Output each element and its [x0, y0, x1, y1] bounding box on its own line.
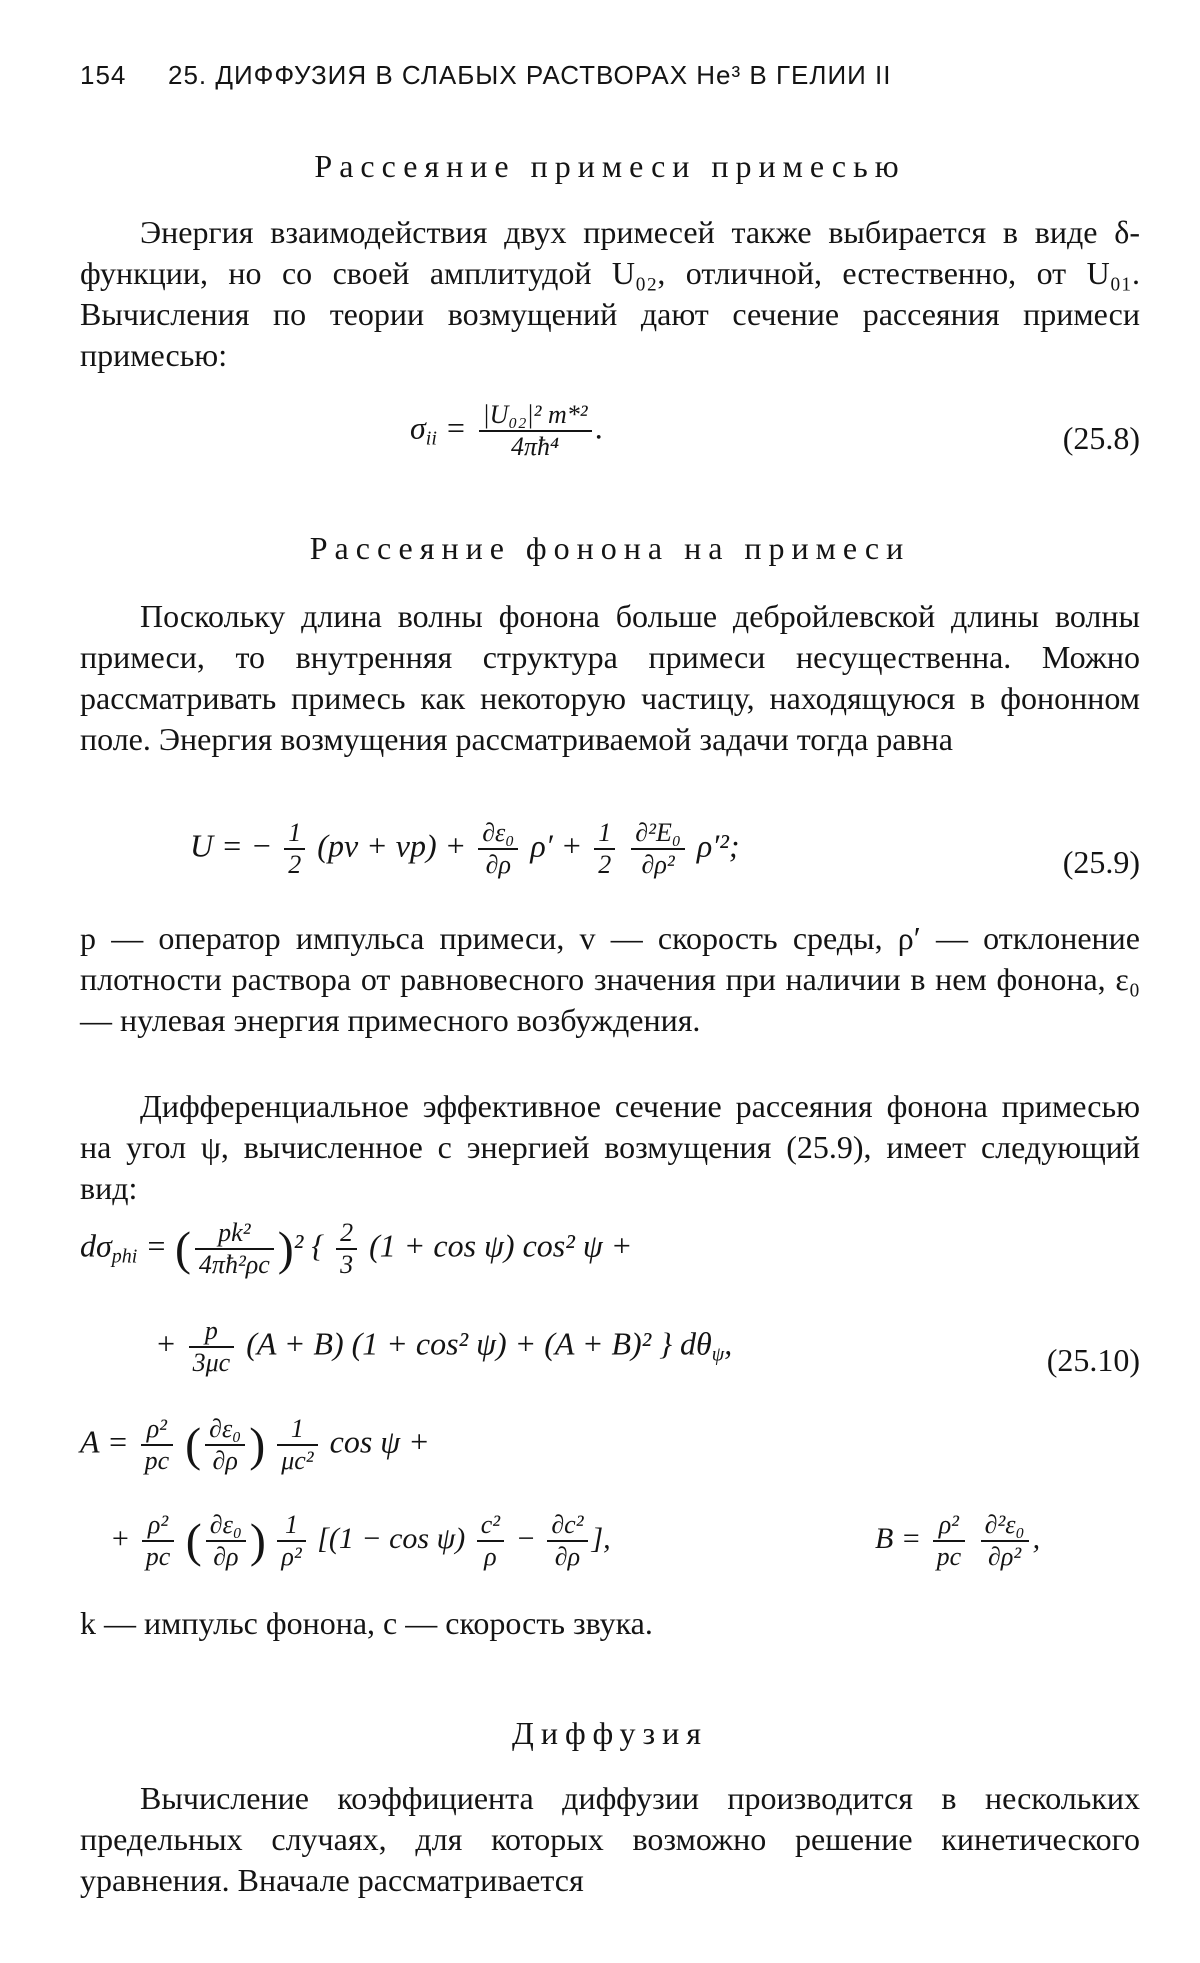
frac-den: ∂ρ² [641, 850, 675, 879]
frac-den: 3μc [192, 1348, 231, 1377]
frac-num: ∂²E₀ [631, 818, 685, 850]
eq-25-8-tail: . [595, 409, 604, 446]
eq-A-frac-5 [206, 1510, 246, 1572]
frac-den: ∂ρ [554, 1542, 581, 1571]
paragraph-definitions: p — оператор импульса примеси, v — скорость среды, ρ′ — отклонение плотности раствора от равновесного значения при наличии в нем фонона, ε₀ — нулевая энергия примесного возбуждения. [80, 920, 1140, 1038]
frac-den: ∂ρ [213, 1542, 239, 1571]
equation-25-10-line2 [80, 1316, 1140, 1406]
eq-A-frac-4 [142, 1510, 175, 1572]
running-header [80, 60, 1140, 100]
paragraph-impurity-energy: Энергия взаимодействия двух примесей также выбирается в виде δ-функции, но со своей амплитудой U₀₂, отличной, естественно, от U₀₁. Вычисления по теории возмущений дают сечение рассеяния примеси примесью: [80, 214, 1140, 373]
equation-25-9-body [190, 818, 739, 880]
frac-num: pk² [195, 1218, 274, 1250]
eq-B-lhs: B = [875, 1521, 922, 1555]
frac-num: 1 [284, 818, 305, 850]
paragraph-k-c-definitions: k — импульс фонона, c — скорость звука. [80, 1605, 653, 1641]
eq-25-9-lhs: U = − [190, 827, 273, 864]
frac-num: 2 [336, 1218, 357, 1250]
eq-25-9-frac-deps [478, 818, 518, 880]
section-title-impurity-impurity: Рассеяние примеси примесью [314, 148, 906, 184]
equation-25-10-line2-body [155, 1316, 732, 1378]
frac-den: pc [145, 1542, 171, 1571]
equation-25-10-line1 [80, 1218, 1140, 1308]
equation-25-9 [80, 818, 1140, 908]
eq-A-lhs: A = [80, 1423, 129, 1460]
paragraph-diffusion: Вычисление коэффициента диффузии производится в нескольких предельных случаях, для которых возможно решение кинетического уравнения. Вначале рассматривается [80, 1780, 1140, 1898]
equation-25-8 [80, 400, 1140, 490]
close-paren: ) [249, 1514, 266, 1568]
eq-25-10-frac-b [336, 1218, 357, 1280]
open-paren: ( [185, 1514, 202, 1568]
frac-den: ∂ρ [212, 1446, 238, 1475]
frac-num: ρ² [933, 1510, 966, 1542]
eq-25-10-lhs: dσ [80, 1227, 112, 1264]
frac-num: p [189, 1316, 235, 1348]
frac-den: 4πħ²ρc [198, 1250, 270, 1279]
frac-den: pc [144, 1446, 170, 1475]
frac-den: 2 [598, 850, 612, 879]
frac-num: ∂ε₀ [478, 818, 518, 850]
close-paren: ) [277, 1222, 294, 1276]
eq-A-frac-6 [277, 1510, 305, 1572]
equation-A-line2-body [110, 1510, 611, 1572]
frac-num: ∂ε₀ [205, 1414, 245, 1446]
eq-25-10-line2-end: , [724, 1325, 733, 1362]
equation-B-body [875, 1510, 1040, 1572]
eq-25-10-line2-tail: (A + B) (1 + cos² ψ) + (A + B)² } dθ [246, 1325, 712, 1362]
eq-25-8-fraction [479, 400, 592, 462]
eq-B-frac-2 [981, 1510, 1029, 1572]
eq-25-8-numerator: |U₀₂|² m*² [479, 400, 592, 432]
eq-A-frac-1 [141, 1414, 174, 1476]
eq-25-10-equals: = [145, 1227, 167, 1264]
frac-num: 1 [277, 1510, 305, 1542]
eq-25-9-tail: ρ′²; [696, 827, 740, 864]
frac-den: ∂ρ² [988, 1542, 1022, 1571]
eq-B-frac-1 [933, 1510, 966, 1572]
eq-25-9-pv-term: (pv + vp) + [317, 827, 467, 864]
equation-A-line1-body [80, 1414, 430, 1476]
frac-num: 1 [277, 1414, 317, 1446]
frac-den: pc [936, 1542, 962, 1571]
eq-A-line1-tail: cos ψ + [329, 1423, 430, 1460]
section-title-phonon-impurity: Рассеяние фонона на примеси [309, 530, 911, 566]
running-title: 25. ДИФФУЗИЯ В СЛАБЫХ РАСТВОРАХ He³ В ГЕЛИИ II [168, 60, 892, 90]
eq-A-bracket-open: [(1 − cos ψ) [317, 1521, 466, 1555]
frac-den: 2 [288, 850, 302, 879]
equation-number-25-10: (25.10) [1046, 1342, 1140, 1378]
eq-A-frac-7 [477, 1510, 504, 1572]
eq-25-10-brace-open: ² { [293, 1227, 325, 1264]
eq-25-10-frac-a [195, 1218, 274, 1280]
eq-25-8-denominator: 4πħ⁴ [510, 432, 560, 461]
open-paren: ( [185, 1418, 202, 1472]
section-title-diffusion: Диффузия [512, 1715, 708, 1751]
paragraph-cross-section: Дифференциальное эффективное сечение рассеяния фонона примесью на угол ψ, вычисленное с энергией возмущения (25.9), имеет следующий вид: [80, 1088, 1140, 1206]
frac-num: ∂ε₀ [206, 1510, 246, 1542]
eq-A-minus: − [515, 1521, 536, 1555]
frac-den: ∂ρ [485, 850, 511, 879]
equation-A-line2 [80, 1510, 1140, 1600]
equation-25-8-body [410, 400, 604, 462]
open-paren: ( [174, 1222, 191, 1276]
page-number: 154 [80, 60, 127, 90]
frac-num: c² [477, 1510, 504, 1542]
frac-den: 3 [340, 1250, 354, 1279]
eq-A-bracket-close: ], [591, 1521, 611, 1555]
eq-A-frac-8 [547, 1510, 587, 1572]
frac-num: ρ² [141, 1414, 174, 1446]
frac-den: ρ² [281, 1542, 302, 1571]
eq-25-10-line1-tail: (1 + cos ψ) cos² ψ + [369, 1227, 633, 1264]
eq-25-9-frac-half-2 [594, 818, 615, 880]
equation-number-25-9: (25.9) [1062, 844, 1140, 880]
eq-25-10-plus: + [155, 1325, 177, 1362]
frac-num: ρ² [142, 1510, 175, 1542]
eq-25-8-lhs-sub: ii [425, 427, 437, 450]
eq-25-9-frac-half [284, 818, 305, 880]
equation-number-25-8: (25.8) [1062, 420, 1140, 456]
frac-num: ∂²ε₀ [981, 1510, 1029, 1542]
equation-25-10-line1-body [80, 1218, 632, 1280]
eq-25-10-line2-sub: ψ [711, 1343, 725, 1366]
eq-25-10-lhs-sub: phi [111, 1245, 138, 1268]
eq-25-9-frac-d2e [631, 818, 685, 880]
eq-A-frac-2 [205, 1414, 245, 1476]
eq-25-10-frac-c [189, 1316, 235, 1378]
eq-25-8-equals: = [444, 409, 467, 446]
eq-25-9-rho-term: ρ′ + [530, 827, 583, 864]
eq-A-plus: + [110, 1521, 131, 1555]
frac-num: ∂c² [547, 1510, 587, 1542]
paragraph-phonon-wavelength: Поскольку длина волны фонона больше дебройлевской длины волны примеси, то внутренняя структура примеси несущественна. Можно рассматривать примесь как некоторую частицу, находящуюся в фононном поле. Энергия возмущения рассматриваемой задачи тогда равна [80, 598, 1140, 757]
frac-den: μc² [281, 1446, 314, 1475]
eq-A-frac-3 [277, 1414, 317, 1476]
equation-A-line1 [80, 1414, 1140, 1504]
eq-B-end: , [1032, 1521, 1041, 1555]
frac-den: ρ [484, 1542, 497, 1571]
frac-num: 1 [594, 818, 615, 850]
eq-25-8-lhs: σ [410, 409, 426, 446]
close-paren: ) [249, 1418, 266, 1472]
